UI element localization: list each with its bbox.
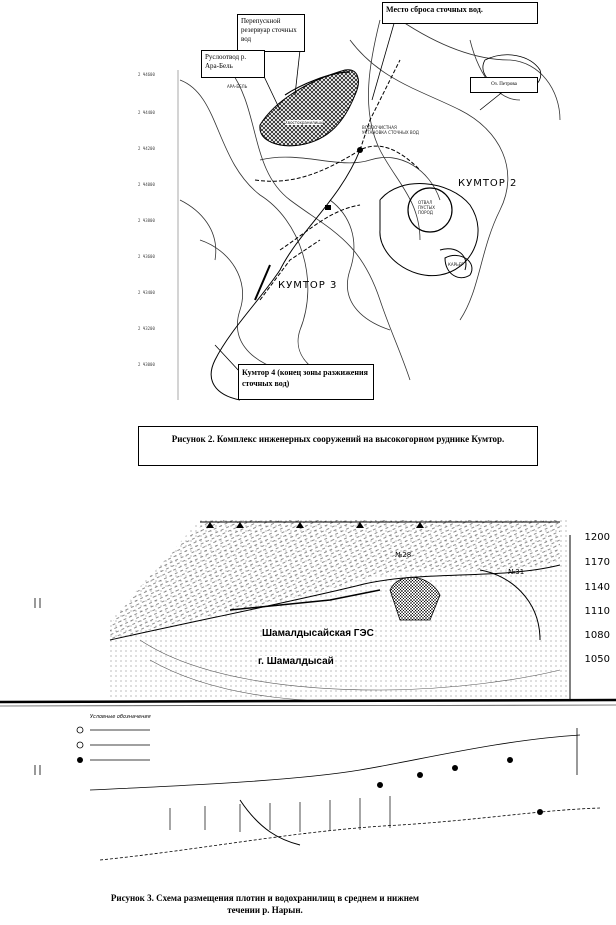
elevation-1110: 1110 — [584, 606, 610, 617]
figure2-caption: Рисунок 2. Комплекс инженерных сооружений на высокогорном руднике Кумтор. — [138, 426, 538, 466]
callout-bypass-reservoir: Перепускной резервуар сточных вод — [237, 14, 305, 52]
y-tick-8: 2 Ч3200 — [138, 326, 155, 331]
label-n28: №28 — [395, 551, 412, 559]
callout-kumtor4: Кумтор 4 (конец зоны разжижения сточных вод) — [238, 364, 374, 400]
label-shamaldysai-town: г. Шамалдысай — [258, 656, 334, 667]
label-kumtor2: КУМТОР 2 — [458, 178, 518, 189]
label-treatment: ВОДООЧИСТНАЯ УСТАНОВКА СТОЧНЫХ ВОД — [362, 125, 419, 135]
elevation-1170: 1170 — [584, 557, 610, 568]
y-tick-7: 2 Ч3400 — [138, 290, 155, 295]
y-tick-4: 2 Ч4000 — [138, 182, 155, 187]
label-arabel: АРА-БЕЛЬ — [227, 84, 248, 89]
elevation-1050: 1050 — [584, 654, 610, 665]
label-dump: ОТВАЛ ПУСТЫХ ПОРОД — [418, 200, 435, 215]
y-tick-1: 2 Ч4600 — [138, 72, 155, 77]
y-tick-3: 2 Ч4200 — [138, 146, 155, 151]
callout-river-diversion: Руслоотвод р. Ара-Бель — [201, 50, 265, 78]
figure3-caption: Рисунок 3. Схема размещения плотин и водохранилищ в среднем и нижнем течении р. Нарын. — [110, 893, 420, 915]
legend-title: Условные обозначения — [90, 714, 151, 720]
y-tick-6: 2 Ч3600 — [138, 254, 155, 259]
callout-lake-petrov: Оз. Петрова — [470, 77, 538, 93]
elevation-1140: 1140 — [584, 582, 610, 593]
y-tick-5: 2 Ч3800 — [138, 218, 155, 223]
label-shamaldysai-hpp: Шамалдысайская ГЭС — [262, 628, 374, 639]
label-n31: №31 — [508, 568, 525, 576]
elevation-1080: 1080 — [584, 630, 610, 641]
label-kumtor3: КУМТОР 3 — [278, 280, 338, 291]
label-tailings: Хвостохранилище — [285, 120, 324, 125]
y-tick-9: 2 Ч3000 — [138, 362, 155, 367]
y-tick-2: 2 Ч4400 — [138, 110, 155, 115]
callout-discharge-site: Место сброса сточных вод. — [382, 2, 538, 24]
label-pit: КАРЬЕР — [448, 262, 464, 267]
elevation-1200: 1200 — [584, 532, 610, 543]
